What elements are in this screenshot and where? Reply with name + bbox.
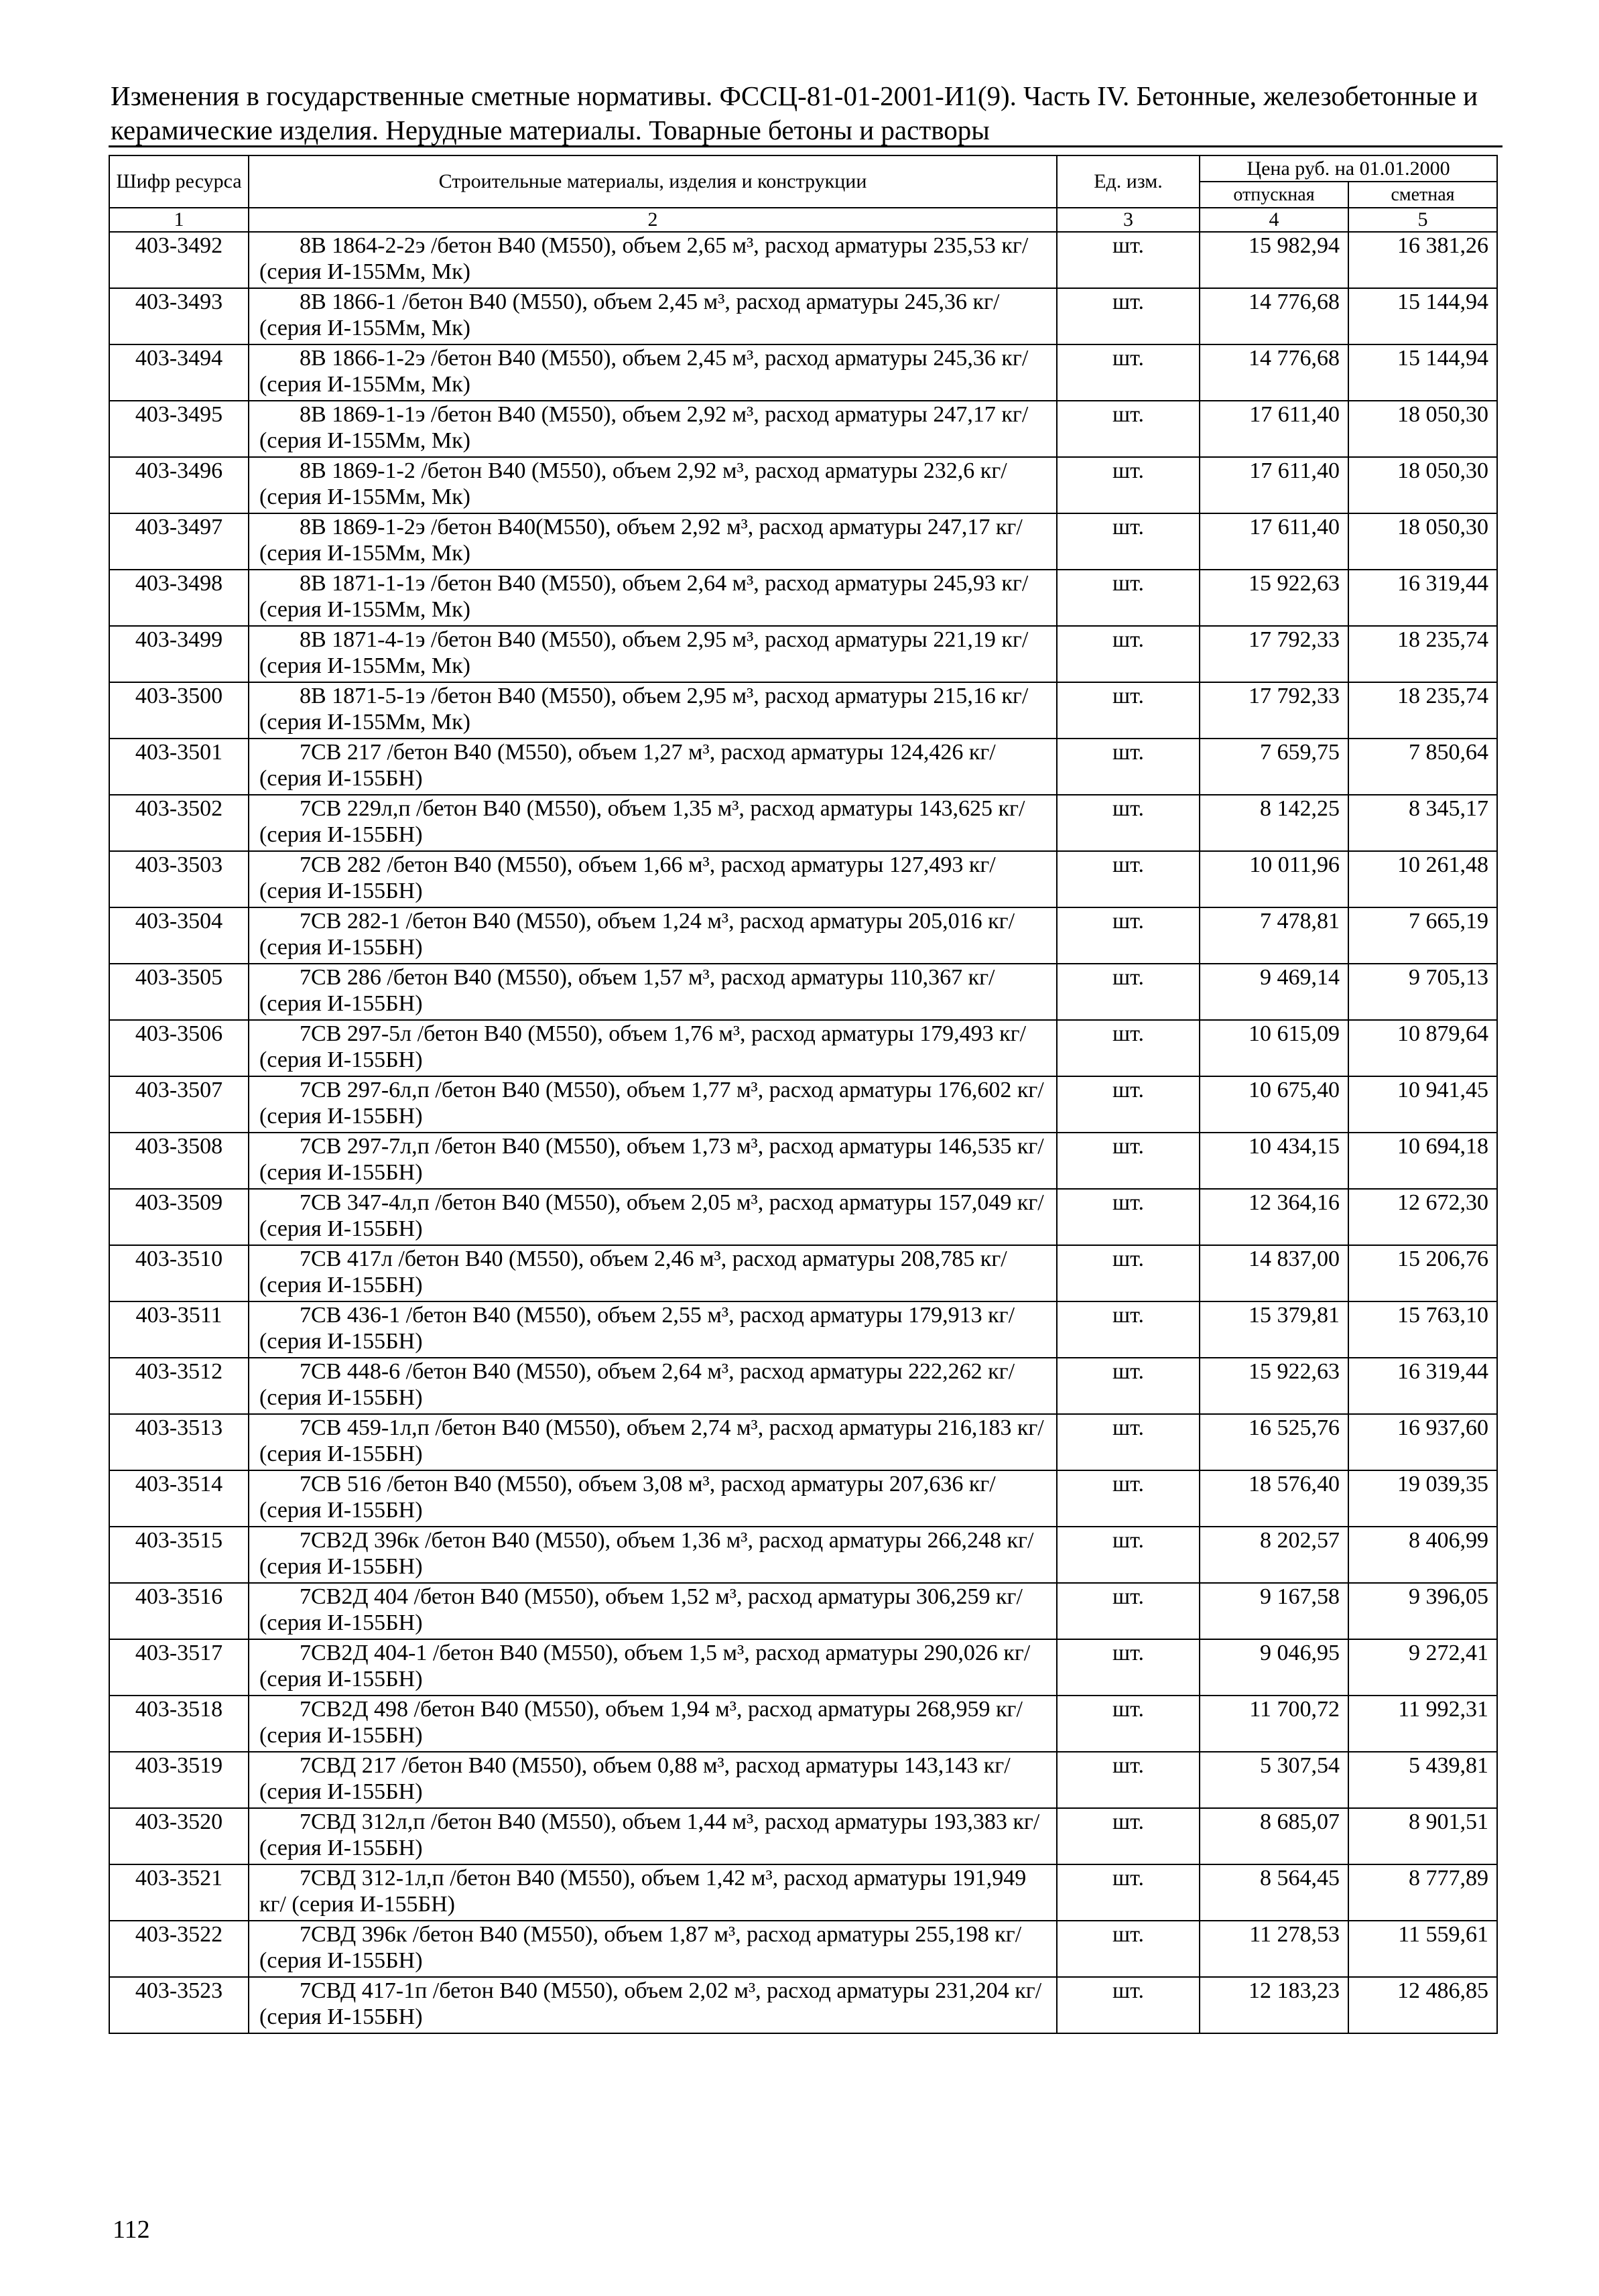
header-price: Цена руб. на 01.01.2000 — [1200, 155, 1497, 182]
release-price-cell: 10 434,15 — [1200, 1133, 1348, 1189]
resource-code-cell: 403-3507 — [109, 1076, 249, 1133]
description-cell — [249, 1358, 1057, 1414]
description-text: 7СВД 217 /бетон В40 (М550), объем 0,88 м³, расход арматуры 143,143 кг/ (серия И-155БН) — [259, 1753, 1011, 1804]
unit-cell: шт. — [1057, 1301, 1200, 1358]
estimate-price-cell: 15 144,94 — [1348, 344, 1497, 401]
resource-code-cell: 403-3495 — [109, 401, 249, 457]
estimate-price-cell: 7 850,64 — [1348, 739, 1497, 795]
release-price-cell: 15 922,63 — [1200, 570, 1348, 626]
description-cell — [249, 907, 1057, 964]
table-row — [109, 401, 1497, 457]
estimate-price-cell: 9 705,13 — [1348, 964, 1497, 1020]
unit-cell: шт. — [1057, 232, 1200, 288]
description-text: 8В 1869-1-1э /бетон В40 (М550), объем 2,92 м³, расход арматуры 247,17 кг/ (серия И-155Мм, Мк) — [259, 402, 1029, 453]
resource-code-cell: 403-3496 — [109, 457, 249, 513]
estimate-price-cell: 8 777,89 — [1348, 1864, 1497, 1921]
estimate-price-cell: 18 050,30 — [1348, 401, 1497, 457]
description-text: 7СВ 297-7л,п /бетон В40 (М550), объем 1,73 м³, расход арматуры 146,535 кг/ (серия И-155БН) — [259, 1134, 1044, 1185]
description-text: 7СВ 459-1л,п /бетон В40 (М550), объем 2,74 м³, расход арматуры 216,183 кг/ (серия И-155БН) — [259, 1415, 1044, 1466]
estimate-price-cell: 15 144,94 — [1348, 288, 1497, 344]
estimate-price-cell: 18 050,30 — [1348, 457, 1497, 513]
table-row — [109, 1527, 1497, 1583]
unit-cell: шт. — [1057, 570, 1200, 626]
unit-cell: шт. — [1057, 401, 1200, 457]
estimate-price-cell: 11 992,31 — [1348, 1696, 1497, 1752]
estimate-price-cell: 9 396,05 — [1348, 1583, 1497, 1639]
unit-cell: шт. — [1057, 964, 1200, 1020]
resource-code-cell: 403-3503 — [109, 851, 249, 907]
release-price-cell: 11 278,53 — [1200, 1921, 1348, 1977]
release-price-cell: 8 685,07 — [1200, 1808, 1348, 1864]
resource-code-cell: 403-3521 — [109, 1864, 249, 1921]
description-cell — [249, 795, 1057, 851]
description-text: 7СВ 297-5л /бетон В40 (М550), объем 1,76 м³, расход арматуры 179,493 кг/ (серия И-155БН) — [259, 1021, 1027, 1072]
release-price-cell: 16 525,76 — [1200, 1414, 1348, 1470]
unit-cell: шт. — [1057, 1696, 1200, 1752]
description-cell — [249, 401, 1057, 457]
estimate-price-cell: 10 879,64 — [1348, 1020, 1497, 1076]
table-row — [109, 457, 1497, 513]
unit-cell: шт. — [1057, 795, 1200, 851]
resource-code-cell: 403-3498 — [109, 570, 249, 626]
table-row — [109, 232, 1497, 288]
release-price-cell: 5 307,54 — [1200, 1752, 1348, 1808]
estimate-price-cell: 10 694,18 — [1348, 1133, 1497, 1189]
release-price-cell: 10 615,09 — [1200, 1020, 1348, 1076]
unit-cell: шт. — [1057, 1358, 1200, 1414]
description-text: 8В 1864-2-2э /бетон В40 (М550), объем 2,65 м³, расход арматуры 235,53 кг/ (серия И-155Мм, Мк) — [259, 233, 1029, 284]
unit-cell: шт. — [1057, 626, 1200, 682]
resource-code-cell: 403-3493 — [109, 288, 249, 344]
description-cell — [249, 1020, 1057, 1076]
release-price-cell: 8 564,45 — [1200, 1864, 1348, 1921]
description-cell — [249, 1133, 1057, 1189]
release-price-cell: 9 469,14 — [1200, 964, 1348, 1020]
resource-code-cell: 403-3516 — [109, 1583, 249, 1639]
table-row — [109, 1808, 1497, 1864]
table-row — [109, 570, 1497, 626]
release-price-cell: 17 611,40 — [1200, 457, 1348, 513]
description-cell — [249, 570, 1057, 626]
description-cell — [249, 1696, 1057, 1752]
description-text: 7СВ 347-4л,п /бетон В40 (М550), объем 2,05 м³, расход арматуры 157,049 кг/ (серия И-155БН) — [259, 1190, 1044, 1241]
table-row — [109, 1583, 1497, 1639]
unit-cell: шт. — [1057, 1864, 1200, 1921]
description-cell — [249, 1301, 1057, 1358]
resource-code-cell: 403-3511 — [109, 1301, 249, 1358]
table-row — [109, 1639, 1497, 1696]
release-price-cell: 17 792,33 — [1200, 626, 1348, 682]
description-text: 8В 1869-1-2э /бетон В40(М550), объем 2,92 м³, расход арматуры 247,17 кг/ (серия И-155Мм, Мк) — [259, 515, 1023, 566]
header-estimate-price: сметная — [1348, 182, 1497, 208]
description-cell — [249, 1245, 1057, 1301]
table-row — [109, 1020, 1497, 1076]
unit-cell: шт. — [1057, 1977, 1200, 2033]
resource-code-cell: 403-3508 — [109, 1133, 249, 1189]
description-text: 7СВ2Д 404-1 /бетон В40 (М550), объем 1,5 м³, расход арматуры 290,026 кг/ (серия И-155БН) — [259, 1641, 1031, 1692]
table-row — [109, 1076, 1497, 1133]
resource-code-cell: 403-3512 — [109, 1358, 249, 1414]
col-number-2: 2 — [249, 208, 1057, 232]
unit-cell: шт. — [1057, 1752, 1200, 1808]
estimate-price-cell: 16 319,44 — [1348, 570, 1497, 626]
resource-code-cell: 403-3494 — [109, 344, 249, 401]
resource-code-cell: 403-3505 — [109, 964, 249, 1020]
resource-code-cell: 403-3502 — [109, 795, 249, 851]
resource-code-cell: 403-3500 — [109, 682, 249, 739]
resource-code-cell: 403-3523 — [109, 1977, 249, 2033]
release-price-cell: 8 142,25 — [1200, 795, 1348, 851]
table-row — [109, 344, 1497, 401]
description-text: 7СВ 448-6 /бетон В40 (М550), объем 2,64 м³, расход арматуры 222,262 кг/ (серия И-155БН) — [259, 1359, 1015, 1410]
description-cell — [249, 682, 1057, 739]
description-text: 7СВ2Д 404 /бетон В40 (М550), объем 1,52 м³, расход арматуры 306,259 кг/ (серия И-155БН) — [259, 1584, 1023, 1635]
description-text: 7СВ 516 /бетон В40 (М550), объем 3,08 м³, расход арматуры 207,636 кг/ (серия И-155БН) — [259, 1472, 996, 1523]
table-row — [109, 513, 1497, 570]
resource-code-cell: 403-3522 — [109, 1921, 249, 1977]
estimate-price-cell: 7 665,19 — [1348, 907, 1497, 964]
resource-code-cell: 403-3509 — [109, 1189, 249, 1245]
description-cell — [249, 1639, 1057, 1696]
estimate-price-cell: 12 672,30 — [1348, 1189, 1497, 1245]
description-cell — [249, 457, 1057, 513]
unit-cell: шт. — [1057, 1020, 1200, 1076]
estimate-price-cell: 16 937,60 — [1348, 1414, 1497, 1470]
table-row — [109, 1133, 1497, 1189]
unit-cell: шт. — [1057, 1583, 1200, 1639]
release-price-cell: 11 700,72 — [1200, 1696, 1348, 1752]
release-price-cell: 7 478,81 — [1200, 907, 1348, 964]
unit-cell: шт. — [1057, 1189, 1200, 1245]
description-text: 7СВ 282-1 /бетон В40 (М550), объем 1,24 м³, расход арматуры 205,016 кг/ (серия И-155БН) — [259, 909, 1015, 960]
table-row — [109, 682, 1497, 739]
unit-cell: шт. — [1057, 739, 1200, 795]
table-row — [109, 1864, 1497, 1921]
description-text: 7СВ2Д 396к /бетон В40 (М550), объем 1,36 м³, расход арматуры 266,248 кг/ (серия И-155БН) — [259, 1528, 1034, 1579]
resource-code-cell: 403-3501 — [109, 739, 249, 795]
resource-code-cell: 403-3499 — [109, 626, 249, 682]
header-rule — [109, 145, 1502, 147]
table-row — [109, 1921, 1497, 1977]
description-cell — [249, 1076, 1057, 1133]
release-price-cell: 15 379,81 — [1200, 1301, 1348, 1358]
description-cell — [249, 626, 1057, 682]
description-cell — [249, 1470, 1057, 1527]
page-header-title: Изменения в государственные сметные нормативы. ФССЦ-81-01-2001-И1(9). Часть IV. Бетонные, железобетонные и керамические изделия. Нерудные материалы. Товарные бетоны и растворы — [111, 80, 1478, 145]
resource-code-cell: 403-3517 — [109, 1639, 249, 1696]
col-number-3: 3 — [1057, 208, 1200, 232]
description-text: 7СВ 217 /бетон В40 (М550), объем 1,27 м³, расход арматуры 124,426 кг/ (серия И-155БН) — [259, 740, 996, 791]
resource-code-cell: 403-3506 — [109, 1020, 249, 1076]
estimate-price-cell: 5 439,81 — [1348, 1752, 1497, 1808]
page-number: 112 — [113, 2216, 150, 2244]
description-text: 8В 1869-1-2 /бетон В40 (М550), объем 2,92 м³, расход арматуры 232,6 кг/ (серия И-155Мм, Мк) — [259, 458, 1007, 509]
estimate-price-cell: 8 345,17 — [1348, 795, 1497, 851]
description-cell — [249, 1921, 1057, 1977]
description-cell — [249, 1808, 1057, 1864]
description-text: 7СВ 286 /бетон В40 (М550), объем 1,57 м³, расход арматуры 110,367 кг/ (серия И-155БН) — [259, 965, 995, 1016]
resource-code-cell: 403-3515 — [109, 1527, 249, 1583]
description-cell — [249, 964, 1057, 1020]
unit-cell: шт. — [1057, 1808, 1200, 1864]
col-number-1: 1 — [109, 208, 249, 232]
description-text: 7СВ 229л,п /бетон В40 (М550), объем 1,35 м³, расход арматуры 143,625 кг/ (серия И-155БН) — [259, 796, 1025, 847]
resource-code-cell: 403-3514 — [109, 1470, 249, 1527]
header-description: Строительные материалы, изделия и конструкции — [249, 155, 1057, 208]
release-price-cell: 9 167,58 — [1200, 1583, 1348, 1639]
release-price-cell: 10 011,96 — [1200, 851, 1348, 907]
estimate-price-cell: 8 406,99 — [1348, 1527, 1497, 1583]
description-text: 7СВ 282 /бетон В40 (М550), объем 1,66 м³, расход арматуры 127,493 кг/ (серия И-155БН) — [259, 852, 996, 903]
table-row — [109, 1470, 1497, 1527]
unit-cell: шт. — [1057, 1527, 1200, 1583]
description-cell — [249, 1189, 1057, 1245]
description-text: 7СВ 297-6л,п /бетон В40 (М550), объем 1,77 м³, расход арматуры 176,602 кг/ (серия И-155БН) — [259, 1078, 1044, 1129]
description-cell — [249, 1583, 1057, 1639]
estimate-price-cell: 19 039,35 — [1348, 1470, 1497, 1527]
release-price-cell: 12 183,23 — [1200, 1977, 1348, 2033]
header-unit: Ед. изм. — [1057, 155, 1200, 208]
release-price-cell: 15 922,63 — [1200, 1358, 1348, 1414]
table-row — [109, 795, 1497, 851]
resource-code-cell: 403-3520 — [109, 1808, 249, 1864]
estimate-price-cell: 10 261,48 — [1348, 851, 1497, 907]
unit-cell: шт. — [1057, 1921, 1200, 1977]
release-price-cell: 14 776,68 — [1200, 288, 1348, 344]
resource-code-cell: 403-3497 — [109, 513, 249, 570]
release-price-cell: 8 202,57 — [1200, 1527, 1348, 1583]
description-cell — [249, 1977, 1057, 2033]
description-text: 7СВД 417-1п /бетон В40 (М550), объем 2,02 м³, расход арматуры 231,204 кг/ (серия И-155БН) — [259, 1978, 1042, 2029]
table-row — [109, 1414, 1497, 1470]
table-row — [109, 907, 1497, 964]
unit-cell: шт. — [1057, 1133, 1200, 1189]
table-row — [109, 739, 1497, 795]
release-price-cell: 17 792,33 — [1200, 682, 1348, 739]
header-code: Шифр ресурса — [109, 155, 249, 208]
release-price-cell: 17 611,40 — [1200, 401, 1348, 457]
unit-cell: шт. — [1057, 682, 1200, 739]
description-cell — [249, 513, 1057, 570]
release-price-cell: 9 046,95 — [1200, 1639, 1348, 1696]
col-number-4: 4 — [1200, 208, 1348, 232]
unit-cell: шт. — [1057, 1245, 1200, 1301]
description-text: 7СВ2Д 498 /бетон В40 (М550), объем 1,94 м³, расход арматуры 268,959 кг/ (серия И-155БН) — [259, 1697, 1023, 1748]
description-text: 7СВД 396к /бетон В40 (М550), объем 1,87 м³, расход арматуры 255,198 кг/ (серия И-155БН) — [259, 1922, 1022, 1973]
table-row — [109, 1752, 1497, 1808]
release-price-cell: 17 611,40 — [1200, 513, 1348, 570]
col-number-5: 5 — [1348, 208, 1497, 232]
unit-cell: шт. — [1057, 344, 1200, 401]
table-row — [109, 964, 1497, 1020]
description-cell — [249, 1752, 1057, 1808]
resource-code-cell: 403-3519 — [109, 1752, 249, 1808]
unit-cell: шт. — [1057, 851, 1200, 907]
release-price-cell: 18 576,40 — [1200, 1470, 1348, 1527]
estimate-price-cell: 9 272,41 — [1348, 1639, 1497, 1696]
unit-cell: шт. — [1057, 513, 1200, 570]
resource-code-cell: 403-3510 — [109, 1245, 249, 1301]
unit-cell: шт. — [1057, 288, 1200, 344]
table-row — [109, 1696, 1497, 1752]
description-cell — [249, 344, 1057, 401]
description-text: 7СВД 312-1л,п /бетон В40 (М550), объем 1,42 м³, расход арматуры 191,949 кг/ (серия И-155БН) — [259, 1866, 1027, 1917]
description-text: 7СВД 312л,п /бетон В40 (М550), объем 1,44 м³, расход арматуры 193,383 кг/ (серия И-155БН) — [259, 1809, 1040, 1860]
description-cell — [249, 1864, 1057, 1921]
estimate-price-cell: 15 763,10 — [1348, 1301, 1497, 1358]
release-price-cell: 10 675,40 — [1200, 1076, 1348, 1133]
description-text: 8В 1871-4-1э /бетон В40 (М550), объем 2,95 м³, расход арматуры 221,19 кг/ (серия И-155Мм, Мк) — [259, 627, 1029, 678]
unit-cell: шт. — [1057, 1414, 1200, 1470]
description-cell — [249, 1527, 1057, 1583]
table-row — [109, 1977, 1497, 2033]
release-price-cell: 12 364,16 — [1200, 1189, 1348, 1245]
table-row — [109, 1301, 1497, 1358]
estimate-price-cell: 18 235,74 — [1348, 682, 1497, 739]
estimate-price-cell: 16 319,44 — [1348, 1358, 1497, 1414]
description-text: 8В 1871-1-1э /бетон В40 (М550), объем 2,64 м³, расход арматуры 245,93 кг/ (серия И-155Мм, Мк) — [259, 571, 1029, 622]
unit-cell: шт. — [1057, 1639, 1200, 1696]
description-cell — [249, 739, 1057, 795]
description-text: 8В 1871-5-1э /бетон В40 (М550), объем 2,95 м³, расход арматуры 215,16 кг/ (серия И-155Мм, Мк) — [259, 684, 1029, 735]
header-release-price: отпускная — [1200, 182, 1348, 208]
table-row — [109, 1189, 1497, 1245]
estimate-price-cell: 8 901,51 — [1348, 1808, 1497, 1864]
estimate-price-cell: 15 206,76 — [1348, 1245, 1497, 1301]
description-text: 7СВ 436-1 /бетон В40 (М550), объем 2,55 м³, расход арматуры 179,913 кг/ (серия И-155БН) — [259, 1303, 1015, 1354]
resource-code-cell: 403-3513 — [109, 1414, 249, 1470]
release-price-cell: 14 776,68 — [1200, 344, 1348, 401]
description-text: 8В 1866-1 /бетон В40 (М550), объем 2,45 м³, расход арматуры 245,36 кг/ (серия И-155Мм, Мк) — [259, 290, 1000, 340]
release-price-cell: 14 837,00 — [1200, 1245, 1348, 1301]
description-cell — [249, 232, 1057, 288]
unit-cell: шт. — [1057, 1470, 1200, 1527]
description-cell — [249, 288, 1057, 344]
estimate-price-cell: 12 486,85 — [1348, 1977, 1497, 2033]
table-row — [109, 288, 1497, 344]
unit-cell: шт. — [1057, 907, 1200, 964]
release-price-cell: 15 982,94 — [1200, 232, 1348, 288]
description-text: 7СВ 417л /бетон В40 (М550), объем 2,46 м³, расход арматуры 208,785 кг/ (серия И-155БН) — [259, 1247, 1007, 1297]
resource-code-cell: 403-3518 — [109, 1696, 249, 1752]
price-table — [109, 155, 1498, 2034]
description-text: 8В 1866-1-2э /бетон В40 (М550), объем 2,45 м³, расход арматуры 245,36 кг/ (серия И-155Мм, Мк) — [259, 346, 1029, 397]
description-cell — [249, 1414, 1057, 1470]
unit-cell: шт. — [1057, 457, 1200, 513]
table-row — [109, 626, 1497, 682]
description-cell — [249, 851, 1057, 907]
estimate-price-cell: 18 050,30 — [1348, 513, 1497, 570]
estimate-price-cell: 18 235,74 — [1348, 626, 1497, 682]
estimate-price-cell: 11 559,61 — [1348, 1921, 1497, 1977]
estimate-price-cell: 10 941,45 — [1348, 1076, 1497, 1133]
table-row — [109, 1358, 1497, 1414]
release-price-cell: 7 659,75 — [1200, 739, 1348, 795]
resource-code-cell: 403-3504 — [109, 907, 249, 964]
table-row — [109, 1245, 1497, 1301]
resource-code-cell: 403-3492 — [109, 232, 249, 288]
estimate-price-cell: 16 381,26 — [1348, 232, 1497, 288]
table-row — [109, 851, 1497, 907]
unit-cell: шт. — [1057, 1076, 1200, 1133]
